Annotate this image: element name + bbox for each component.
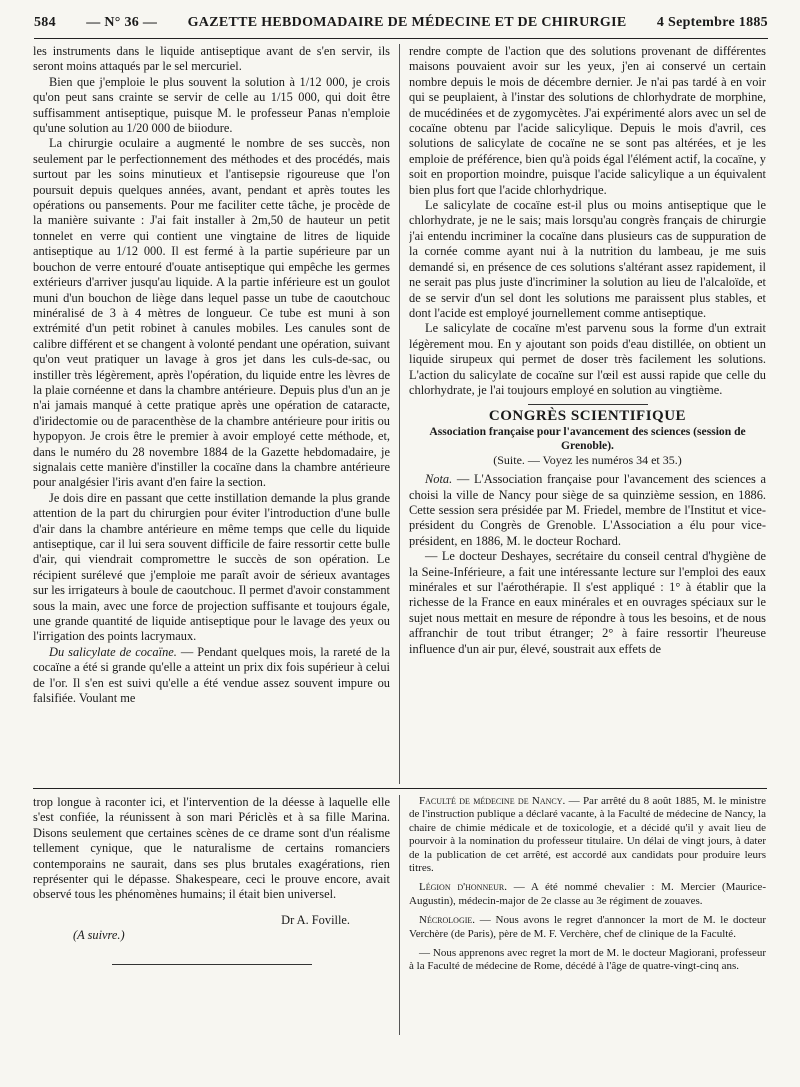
news-label: Faculté de médecine de Nancy. bbox=[419, 795, 566, 807]
news-item bbox=[409, 795, 766, 875]
paragraph-text: — Pendant quelques mois, la rareté de la cocaïne a été si grande qu'elle a atteint un prix dix fois supérieur à celui de l'or. Il s'en est suivi qu'elle a été vendue assez souvent impure ou falsifiée. Voulant me bbox=[33, 644, 390, 706]
journal-title: GAZETTE HEBDOMADAIRE DE MÉDECINE ET DE CHIRURGIE bbox=[187, 15, 627, 30]
news-text: — Nous avons le regret d'annoncer la mort de M. le docteur Verchère (de Paris), père de M. F. Verchère, chef de clinique de la Faculté. bbox=[409, 914, 766, 940]
news-item bbox=[409, 914, 766, 941]
right-column bbox=[409, 44, 766, 784]
issue-number: — N° 36 — bbox=[86, 15, 158, 30]
section-rule bbox=[528, 404, 648, 405]
paragraph: trop longue à raconter ici, et l'intervention de la déesse à laquelle elle s'est confiée, la réunissent à son mari Périclès et à sa fille Marina. Disons seulement que certaines scènes de ce drame sont d'un réalisme tellement cynique, que le naturalisme de certains romanciers contemporains ne saurait, dans ses plus brutales exagérations, rien représenter qui le dépasse. Shakespeare, ceci le prouve encore, avait observé tous les phénomènes humains; il était bien universel. bbox=[33, 795, 390, 902]
nota-label: Nota. bbox=[425, 472, 453, 487]
column-divider bbox=[399, 795, 400, 1035]
paragraph: — Le docteur Deshayes, secrétaire du conseil central d'hygiène de la Seine-Inférieure, a fait une intéressante lecture sur l'emploi des eaux minérales et sur l'aérothérapie. Il s'est appliqué : 1° à établir que la richesse de la France en eaux minérales et en ouvrages spéciaux sur le sujet nous mettait en mesure de répondre à tous les besoins, et de nous affranchir de tout tribut étranger; 2° à faire ressortir l'heureuse influence d'un air pur, élevé, soustrait aux effets de bbox=[409, 549, 766, 656]
page-header bbox=[34, 8, 768, 39]
end-rule bbox=[112, 964, 312, 965]
paragraph: La chirurgie oculaire a augmenté le nombre de ses succès, non seulement par le perfectionnement des méthodes et des procédés, mais surtout par les soins minutieux et l'antisepsie rigoureuse que l'on poursuit depuis quelques années, avant, pendant et après toutes les opérations ou pansements. Pour me faciliter cette tâche, je procède de la manière suivante : J'ai fait installer à 2m,50 de hauteur un petit tonnelet en verre qui contient une vingtaine de litres de liquide antiseptique au 1/12 000. Il est fermé à la partie supérieure par un bouchon de verre entouré d'ouate antiseptique qui empêche les germes extérieurs d'arriver jusqu'au liquide. A la partie inférieure est un goulot muni d'un bouchon de liège dans lequel passe un tube de caoutchouc minéralisé de 3 à 4 mètres de longueur. Ce tube est muni à son extrémité d'un petit robinet à canules mobiles. Les canules sont de calibre différent et se changent à volonté pendant une opération, suivant qu'on veut pratiquer un lavage à gros jet dans les culs-de-sac, ou instiller très légèrement, après l'opération, du liquide entre les lèvres de la plaie cornéenne et dans la chambre antérieure. Depuis plus d'un an je n'ai jamais manqué à cette pratique après une opération de cataracte, d'iridectomie ou de paracenthèse de la chambre antérieure pour iritis ou hypopyon. Je crois être le premier à avoir employé cette méthode, et, dans le numéro du 28 novembre 1884 de la Gazette hebdomadaire, je signalais cette manière d'instiller la cocaïne dans la chambre antérieure pour analgésier l'iris avant d'en faire la section. bbox=[33, 136, 390, 490]
paragraph-text: — L'Association française pour l'avancement des sciences a choisi la ville de Nancy pour siège de sa quinzième session, en 1886. Cette session sera présidée par M. Friedel, membre de l'Institut et vice-président du Congrès de Grenoble. L'Association a élu pour vice-président, en 1886, M. le docteur Rochard. bbox=[409, 472, 766, 548]
section-subtitle: Association française pour l'avancement des sciences (session de Grenoble). bbox=[429, 424, 746, 452]
paragraph: Je dois dire en passant que cette instillation demande la plus grande attention de la part du chirurgien pour éviter l'introduction d'une bulle d'air dans la chambre antérieure en même temps que celle du liquide antiseptique, car il lui sera souvent difficile de faire ressortir cette bulle d'air, qui viendrait compromettre le succès de son opération. Le récipient surélevé que j'emploie me paraît avoir de sérieux avantages sur les irrigateurs à boule de caoutchouc. Il permet d'avoir constamment sous la main, avec une force de projection suffisante et toujours égale, une grande quantité de liquide antiseptique pour le lavage des yeux ou l'irrigation des points lacrymaux. bbox=[33, 490, 390, 644]
section-continuation: (Suite. — Voyez les numéros 34 et 35.) bbox=[493, 452, 682, 467]
paragraph: Bien que j'emploie le plus souvent la solution à 1/12 000, je crois qu'on peut sans crainte se servir de celle au 1/15 000, qui doit être suffisamment antiseptique, puisque M. le professeur Panas n'emploie qu'une solution au 1/20 000 de biiodure. bbox=[33, 74, 390, 136]
news-text: — Par arrêté du 8 août 1885, M. le ministre de l'instruction publique a déclaré vacante, à la Faculté de médecine de Nancy, la chaire de chimie médicale et de toxicologie, et a décidé qu'il y avait lieu de pourvoir à la nomination du professeur titulaire. Un délai de vingt jours, à dater de la publication de cet arrêté, est accordé aux candidats pour produire leurs titres. bbox=[409, 795, 766, 875]
left-column bbox=[33, 44, 390, 784]
news-label: Nécrologie. bbox=[419, 914, 476, 927]
paragraph: Le salicylate de cocaïne m'est parvenu sous la forme d'un extrait légèrement mou. En y ajoutant son poids d'eau distillée, on obtient un liquide sirupeux qui permet de doser très facilement les solutions. L'action du salicylate de cocaïne sur l'œil est aussi rapide que celle du chlorhydrate, je l'ai toujours employé en solution au vingtième. bbox=[409, 321, 766, 397]
feuilleton-divider bbox=[33, 788, 767, 789]
paragraph: Le salicylate de cocaïne est-il plus ou moins antiseptique que le chlorhydrate, je ne le sais; mais lorsqu'au congrès français de chirurgie j'ai entendu incriminer la cocaïne dans plusieurs cas de suppuration de la cornée comme ayant nui à la nutrition du lambeau, je me suis demandé si, en présence de ces solutions s'altérant assez rapidement, il ne serait pas plus juste d'incriminer la solution au lieu de l'alcaloïde, et de se servir d'un sel dont les solutions me paraissent plus stables, et dont l'acide est employé journellement comme antiseptique. bbox=[409, 198, 766, 320]
subsection-title: Du salicylate de cocaïne. bbox=[49, 644, 177, 659]
news-item: — Nous apprenons avec regret la mort de M. le docteur Magiorani, professeur à la Faculté de médecine de Rome, décédé à l'âge de quatre-vingt-cinq ans. bbox=[409, 947, 766, 973]
paragraph: les instruments dans le liquide antiseptique avant de s'en servir, ils seront moins attaqués par le sel mercuriel. bbox=[33, 44, 390, 74]
to-be-continued: (A suivre.) bbox=[73, 928, 125, 943]
column-divider bbox=[399, 44, 400, 784]
news-label: Légion d'honneur. bbox=[419, 881, 507, 894]
feuilleton-column bbox=[33, 795, 390, 965]
news-item bbox=[409, 881, 766, 908]
page-number: 584 bbox=[34, 15, 56, 30]
paragraph bbox=[409, 472, 766, 549]
news-column bbox=[409, 795, 766, 980]
issue-date: 4 Septembre 1885 bbox=[656, 15, 768, 30]
paragraph bbox=[33, 645, 390, 707]
section-title: CONGRÈS SCIENTIFIQUE bbox=[488, 408, 687, 425]
paragraph: rendre compte de l'action que des solutions provenant de différentes maisons pouvaient avoir sur les yeux, j'en ai conservé un certain nombre depuis le mois de décembre dernier. Je n'ai pas tardé à en voir qui se peuplaient, à l'instar des solutions de chlorhydrate de morphine, de mucédinées et de zygomycètes. J'ai expérimenté alors avec un sel de cocaïne obtenu par l'acide salicylique. Depuis le mois d'avril, ces solutions de salicylate de cocaïne ne se sont pas altérées, et je les emploie de préférence, bien qu'à poids égal l'élément actif, la cocaïne, y soit en proportion moindre, puisque l'acide salicylique a un équivalent bien plus fort que l'acide chlorhydrique. bbox=[409, 44, 766, 197]
news-text: — A été nommé chevalier : M. Mercier (Maurice-Augustin), médecin-major de 2e classe au 3e régiment de zouaves. bbox=[409, 881, 766, 907]
author-signature: Dr A. Foville. bbox=[281, 912, 350, 927]
